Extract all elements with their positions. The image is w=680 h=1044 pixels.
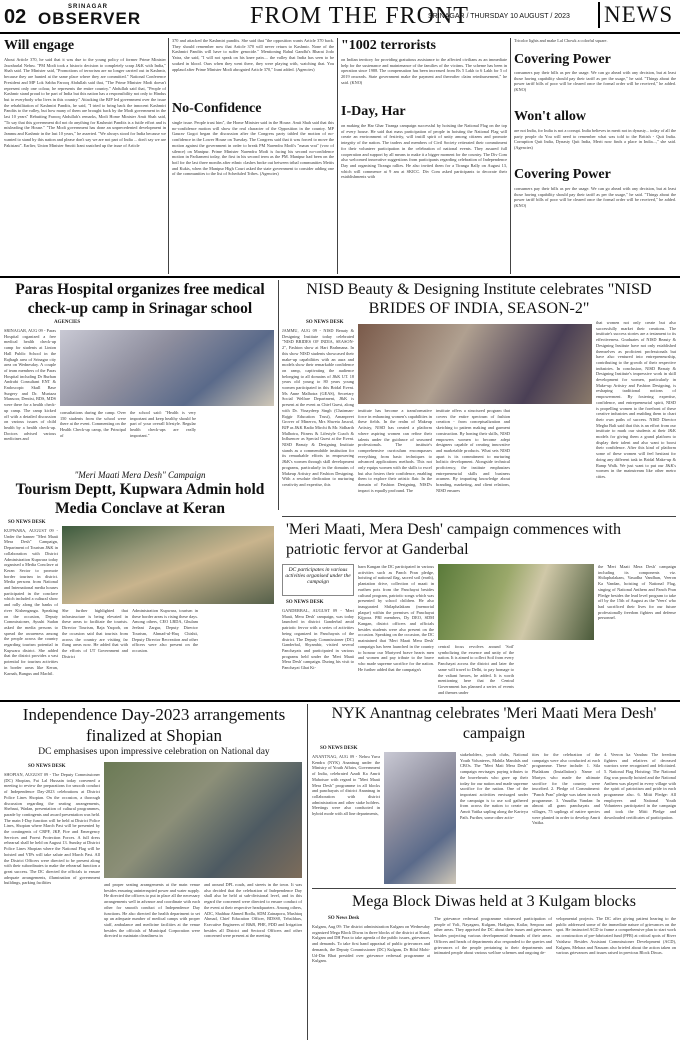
- section-divider: [0, 700, 680, 702]
- news-photo: [104, 762, 302, 878]
- article-body: the 'Meri Maati Mera Desh' campaign including its components viz. Shilaphalakam, Vasudha Vandhan, Veeron Ka Vandan, hoisting of National Flag, singing of National Anthem and Panch Pran Pledge besides the lead level program to take off by the 15th of August as the 'Veers' who had sacrificed their lives for our future professionally freedom fighters and defense personnel.: [598, 564, 676, 621]
- article-body: Tricolor lights and make Lal Chowk a colorful square.: [514, 38, 608, 43]
- byline: SO News Desk: [328, 916, 360, 921]
- column-rule: [510, 38, 511, 274]
- headline: NISD Beauty & Designing Institute celebrates "NISD BRIDES OF INDIA, SEASON-2": [306, 281, 652, 317]
- story-anantnag: [312, 704, 676, 886]
- article-body: SHOPIAN, AUGUST 09 - The Deputy Commissioner (DC) Shopian, Fai Lal Hussain today convened a meeting to review the preparations for smooth conduct of Independence Day-2023 celebrations at District Police Lines Shopian. On the occasion, a thorough discussion regarding the seating arrangements, Shehnai, Wadan, presentation of cultural programmes, parade by contingents and award presentation was held. The main I-Day function will be held at District Police Lines, Shopian where March Past will be presented by the contingents of CRPF, JKP, Fire and Emergency Services and Forest Protection Forces. A full dress rehearsal shall be held on August 13. Sunday at District Police Lines Shopian where the National Flag will be hoisted and VIPs will take salute and March Past. All the District Officers were directed to be present along with their subordinates to make the rehearsal function a great success. The DC directed the officials to ensure adequate arrangements, illumination of government buildings, parking facilities: [4, 772, 100, 886]
- article-body: institute offers a structured program that covers the entire spectrum of fashion creation - from conceptualization and sketching to pattern making and garment construction. By honing their skills, NISD empowers women to become adept designers capable of creating innovative and marketable products. What sets NISD apart is its commitment to nurturing holistic development. Alongside technical proficiency, the institute emphasizes entrepreneurial skills and business acumen. By imparting knowledge about branding, marketing, and client relations, NISD ensures: [436, 408, 510, 493]
- article-body: 370 and attacked the Kashmiri pundits. She said that "the opposition wants Article 370 back. They should remember now that Article 370 will never return to Kashmir. None of the Kashmiri Pandits will have to suffer genocide." Mentioning Rahul Gandhi's Bharat Jodo Yatra, she said, "I will not speak on his knee pain.... the valley that India has seen to be soaked in blood. Ours when they went there, they were playing with, watching that. You applaud after Prime Minister Modi abrogated Article 370," Irani added. (Agencies): [172, 38, 334, 72]
- byline: SO NEWS DESK: [8, 520, 46, 525]
- article-body: and around DPL roads, and streets in the town. It was also decided that the celebration of Independence Day shall also be held at sub-divisional level, and in this regard the concerned were directed to ensure conduct of the event at their respective headquarters. Among others, ADC, Shahbaz Ahmed Bodla, SDM Zainapora, Mushtaq Ahmad, Chief Education Officer, BDSS0, Tehsildars, Executive Engineers of R&B, PHE, PDD and Irrigation besides all District and Sectoral Officers and other concerned were present at the meeting.: [204, 882, 302, 939]
- headline: I-Day, Har: [341, 104, 406, 119]
- article-body: She further highlighted that infrastructure is being elevated in these areas to facilitate the tourists. Director Tourism, Raja Yaqoob, on the occasion said that tourists from across the country are visiting far flung areas now. He added that with the efforts of UT Government and District: [62, 608, 128, 659]
- news-photo: [62, 526, 274, 604]
- article-body: the school said: "Health is very important and keep healthy should be part of your overall lifestyle. Regular health check-ups are really important.": [130, 410, 196, 438]
- story-nisd: [282, 280, 676, 514]
- article-body: JAMMU, AUG 09 - NISD Beauty & Designing Institute today celebrated "NISD BRIDES OF INDIA, SEASON-2", Fashion show at Hari Brahmana. In this show NISD students showcased their make-up capabilities with an aura and models show their remarkable confidence on ramp, captivating the audience belonging to all domains of J&K UT. 18 years old young to 80 years young women participated in this Bridal Event. Ms Anne Malhotra (GEAS), Secretary Social Welfare Department, J&K is present at the event as Chief Guest, along with Dr. Vinaydeep Singh (Chairman-Rajgir Education Trust), Amanpreet Grover of Minerva, Mrs Shweta Jaswal, BJP as J&K Radio Mirchi & Mr. Sidharth Malhotra, Fitness & Lifestyle Coach & Influencer as Special Guest at the Event. NISD Beauty & Designing Institute stands as a commendable institution for its remarkable efforts in empowering J&K's women through skill development programs, particularly in the domains of Makeup Artistry and Fashion Designing. With a resolute dedication to nurturing creativity and expertise, this: [282, 328, 354, 487]
- byline: AGENCIES: [54, 320, 81, 325]
- byline: SO NEWS DESK: [286, 600, 324, 605]
- column-rule: [278, 280, 279, 510]
- article-body: velopmental projects. The DC after giving patient hearing to the public addressed some of the immediate nature of grievances on the spot. He instructed ACD to frame a comprehensive plan to start work on construction of pre-fabricated fund (PFR) at critical spots of River Vaishaw. Besides Assistant Commissioner Development (ACD), Kulgam, Mehara and Nausam also briefed about the action taken on various grievances and issues raised in previous Block Diwas.: [556, 916, 676, 956]
- news-photo: [358, 324, 592, 404]
- article-body: consultations during the camp. Over 150 students from the school were there at the event. Commenting on the Health Check-up camp, the Principal of: [60, 410, 126, 438]
- headline: Covering Power: [514, 167, 611, 182]
- story-ganderbal: [282, 520, 676, 696]
- article-body: are not India, for India is not a corrupt. India believes in merit not in dynasty... today of all the party people do You will need to remember what was told to the British - Quit India. Corruption Quit India, Dynasty Quit India, Merit now finds a place in India...," she said. (Agencies): [514, 128, 676, 151]
- article-body: central focus revolves around 'Soil' symbolizing the essence and unity of the nation. It is aimed to collect Soil from every Panchayat across the district and later the same will travel to Delhi, to pay homage to the valiant heroes, he added. It is worth mentioning here that the Central Government has planned a series of events and themes under: [438, 644, 514, 695]
- article-body: consumers pay their bills as per the usage. We can go ahead with any decision, but at least those having capability should pay their tariff as per the usage," he said. "Things about the power tariff bills of poor will be cleared once the formal order will be received," he added. (KNO): [514, 70, 676, 93]
- story-kupwara: [4, 470, 276, 696]
- byline: SO NEWS DESK: [306, 320, 344, 325]
- headline: Independence Day-2023 arrangements finalized at Shopian: [22, 705, 286, 745]
- article-body: on making the Har Ghar Tiranga campaign successful by hoisting the National Flag on the top of every house. He said that mass participation of people in hoisting the National Flag will create an environment of festivity, will instill spirit of unity among citizens and promote integrity of the nation. The traders and members of Civil Society reiterated their commitment for their volunteer participation in the celebration of national events. They assured full cooperation and support by all means to make it a bigger moment for the country. The Div Com also welcomed innovative suggestions from participants regarding celebration of Independence Day and organising Tiranga rallies. He also invited them for a Tiranga Rally on August 13, which will commence at 9 am at SKICC. Div Com asked participants to decorate their establishments with: [341, 123, 507, 180]
- masthead: [0, 0, 680, 34]
- story-shopian: [4, 704, 304, 1040]
- article-body: ities for the celebration of the campaign were also conducted at each programme. These include: 1. Sila Phalakam (Installation): Name of Martyrs who made the ultimate sacrifice for the country were inscribed. 2. Pledge of Commitment: "Panch Pran" pledge was taken in each programme. 3. Vasudha Vandan: In almost all gram panchayats and villages, 75 saplings of native species were planted in order to develop Amrit Vatika.: [532, 752, 600, 826]
- headline: Will engage: [4, 38, 75, 53]
- headline: "1002 terrorists: [341, 38, 436, 53]
- news-photo: [384, 752, 456, 884]
- headline: NYK Anantnag celebrates 'Meri Maati Mera Desh' campaign: [331, 705, 657, 742]
- story-paras-hospital: [4, 280, 276, 466]
- byline: SO NEWS DESK: [320, 746, 358, 751]
- story-covering-power: [514, 38, 676, 274]
- article-body: GANDERBAL, AUGUST 09 - 'Meri Maati, Mera Desh' campaign, was today launched in district Ganderbal amid patriotic fervor with a series of activities being organized in Panchayats of the district. The Deputy Commissioner (DC) Ganderbal, Shyambir, visited several Panchayats and participated in various programs held under the 'Meri Maati Mera Desh' campaign. During his visit to Panchayat Ghat Ki-: [282, 608, 354, 671]
- section-divider: [0, 276, 680, 278]
- article-body: About Article 370, he said that it was due to the young policy of former Prime Minister Jawaharlal Nehru. "PM Modi took a historic decision to completely scrap J&K with India," Shah said. The Minister said, "Promotions of terrorism are no longer carried out in Kashmir, because they are hunted at the same place where they are committed." National Conference President and MP Lok Sabha Farooq Abdullah said that, "The Prime Minister Modi doesn't represent only one colour, he represents the entire country." Abdullah said that, "People of Kashmir stand proud to be part of India but this nation has a responsibility not only to Hindus but to everybody who lives in this country." Attacking the BJP led government over the issue the rehabilitation of Kashmiri Pandits, he said, "I tried to bring back the innocent Kashmiri Pandits to the valley, but how many of them are brought back by the Modi government in the last 10 years" Rebutting Farooq Abdullah's remarks, Modi Home Minister Amit Shah said, "To say that this government did not do anything for Kashmiri Pandits is a futile effort and is misleading the House." "The Modi government has done an unprecedented development in Jammu and Kashmir in the last 10 years," he asserted. "We always stood for India because we wanted to stand by this nation and please don't say we are not part of India ... don't say we are Pakistani". Earlier, Union Minister Smriti Irani snatched up the issue of Article: [4, 57, 166, 148]
- headline: Tourism Deptt, Kupwara Admin hold Media Conclave at Keran: [15, 481, 265, 517]
- column-rule: [307, 704, 308, 1040]
- subhead: DC emphasises upon impressive celebration on National day: [38, 747, 270, 757]
- headline: Covering Power: [514, 52, 611, 67]
- story-will-engage: [4, 38, 166, 274]
- article-body: on Indian territory for providing gratuitous assistance to the affected civilians as an immediate help for the sustenance and maintenance of the families of the victims. The scheme has been in operation since 1988. The compensation has been increased from Rs 5 Lakh to 6 Lakh for 5 of 2019 onwards. State government make the payment and thereafter claim reimbursement," he said. (KNO): [341, 57, 507, 85]
- article-body: single issue. People trust him", the Home Minister said in the House. Amit Shah said that this no-confidence motion will show the real character of the Opposition in the country. MP Gaurav Gogoi began the discussion after the Congress party tabled the motion of no-confidence in the Lower House on Tuesday. The Congress said that it was forced to move the motion against the government in order to break PM Narendra Modi's "maun vrat" (vow of silence) on Manipur. Prime Minister Narendra Modi is facing his second no-confidence motion in Parliament today, the first in his second term as the PM. Manipur had been on the boil for the last three months after ethnic clashes broke out between tribal communities Meitis and Kukis, when the Manipur High Court asked the state government to consider adding one of the communities to the list of Scheduled Tribes. (Agencies): [172, 120, 334, 177]
- article-body: institute has become a transformative force in enhancing women's capabilities in these fields. In the realm of Makeup Artistry, NISD has created a platform where aspiring women can refine their talents under the guidance of seasoned professionals. The institute's comprehensive curriculum encompasses everything from basic techniques to advanced applications methods. This not only equips women with the skills to excel but also fosters their confidence, enabling them to explore their artistic flair. In the domain of Fashion Designing, NISD's impact is equally profound. The: [358, 408, 432, 493]
- section-divider: [282, 516, 676, 517]
- column-rule: [337, 38, 338, 274]
- pull-quote: DC participates in various activities organised under the campaign: [282, 564, 354, 596]
- article-body: The grievance redressal programme witnessed participation of people of Yoli, Nayagam, Kulgam, Hadigam, Kailar, Senpora and other areas. They apprised the DC about their issues and grievances besides projecting various developmental demands of their areas. Officers and heads of departments also responded to the queries and grievances of the people pertaining to their departments and intimated people about various welfare schemes and ongoing de-: [434, 916, 552, 956]
- section-title: FROM THE FRONT: [250, 3, 469, 29]
- byline: SO NEWS DESK: [28, 764, 66, 769]
- logo-name: OBSERVER: [38, 9, 142, 28]
- section-divider: [312, 888, 676, 889]
- headline: Won't allow: [514, 109, 586, 124]
- story-kulgam: [312, 892, 676, 1040]
- article-body: that women not only create but also successfully market their creations. The institute's success stories are a testament to its effectiveness. Graduates of NISD Beauty & Designing Institute have not only established themselves as proficient professionals but have also ventured into entrepreneurship, contributing to the growth of their respective industries. In conclusion, NISD Beauty & Designing Institute's impressive work in skill development for women, particularly in Make-up Artistry and Fashion Designing, is reshaping traditional notions of empowerment. By fostering expertise, confidence, and entrepreneurial spirit, NISD is propelling women to the forefront of these creative industries and enabling them to chart their own paths of success. NISD Director Megha Bali said that this is an effort from our institute to mark our students at their J&K models for giving them a grand platform to display their talent and also want to boost their confidence. After this kind of platform some of these women will feel hesitant for doing any different task in Bridal Make-up & Ramp Walk. We just want to put our J&K's women in the mainstream like other metro cities.: [596, 320, 676, 479]
- headline: No-Confidence: [172, 101, 262, 116]
- headline: Paras Hospital organizes free medical check-up camp in Srinagar school: [15, 281, 265, 317]
- column-rule: [168, 38, 169, 274]
- headline: Mega Block Diwas held at 3 Kulgam blocks: [352, 893, 636, 910]
- news-photo: [60, 330, 274, 406]
- story-no-confidence: [172, 38, 334, 274]
- story-1002-terrorists: [341, 38, 507, 274]
- newspaper-logo: [38, 4, 142, 28]
- article-body: Kulgam, Aug 09: The district administration Kulgam on Wednesday organized Mega Block Diwas in three blocks of the district at Kund, Kulgam and DH Pora to take agenda of the public issues, grievances and demands. To take first hand appraisal of public grievances and demands, the Deputy Commissioner (DC) Kulgam, Dr Bilal Mohi-Ud-Din Bhat presided over grievance redressal programme at Kulgam.: [312, 924, 430, 964]
- logo-city: SRINAGAR: [67, 4, 108, 10]
- article-body: SRINAGAR, AUG 09 - Paras Hospital organized a free medical health check-up camp for students at Linton Hall Public School in the Rajbagh area of Srinagar city area on Wednesday. A couple of team members of the Paras Hospital including Dr Burhan Andrabi Consultant ENT & Endoscopic Skull Base Surgery and Dr. Murtaza Mansoor, Dentist, BDS, MDS were there for a health check-up camp. The camp kicked off with a detailed discussion on various issues of child health by a health check-up. Doctors advised various medicines and: [4, 328, 56, 442]
- article-body: barn Kangan the DC participated in various activities such as Panch Pran pledge, hoisting of national flag, sacred soil (earth), plantation drive, collection of maati in earthen pots from the Panchayat besides cultural program, patriotic songs which was presented by school children. He also inaugurated Shilaphalakam (memorial plaque) within the premises of Panchayat Kijpora. PRI members, Dy DEO, SDM Kangan, district officers and officials besides students were also present on the occasion. Speaking on the occasion, the DC maintained that 'Meri Maati Mera Desh' campaign has been launched in the country to honour our Martyred brave hearts men and women and pay tribute to the brave who made supreme sacrifice for the nation. He further added that the campaign's: [358, 564, 434, 672]
- page-number: 02: [4, 6, 27, 28]
- headline: 'Meri Maati, Mera Desh' campaign commences with patriotic fervor at Ganderbal: [286, 521, 621, 558]
- article-body: ANANTNAG, AUG 09 - Nehru Yuva Kendra (NYK) Anantnag under the Ministry of Youth Affairs, Government of India, celebrated Azadi Ka Amrit Mahotsav with regard to "Meri Maati Mera Desh" programme in all blocks and panchayats of district Anantnag in collaboration with district administration and other stake holders. Meetings were also conducted in hybrid mode with all line departments,: [312, 754, 380, 817]
- dateline: SRINAGAR / THURSDAY 10 AUGUST / 2023: [428, 13, 570, 20]
- article-body: KUPWARA, AUGUST 09 - Under the banner "Meri Maati Mera Desh" Campaign, Department of Tourism J&K in collaboration with District Administration Kupwara today organised a Media Conclave at Keran Sector to promote border tourism in district. Media persons from National and International media houses participated in the conclave which included a cultural show and rally along the banks of river Kishenganga. Speaking on the occasion, Deputy Commissioner, Ayushi Sudan asked the media persons to spread the awareness among the people across the country regarding tourism potential in Kupwara district. She added that the district provides a vast potential for tourism activities in border areas like Keran, Karnah, Bungus and Machil.: [4, 528, 58, 676]
- section-tag: NEWS: [598, 2, 673, 28]
- kicker: "Meri Maati Mera Desh" Campaign: [74, 470, 206, 480]
- article-body: and proper seating arrangements at the main venue besides ensuring uninterrupted power and water supply. He directed the officers to put in place all the necessary arrangements well in advance and coordinate with each other for smooth conduct of Independence Day functions. He also directed the health department to set up an adequate number of medical camps with proper staff, ambulance and medicine facilities at the venue besides the officials of Municipal Corporation were directed to maintain cleanliness in: [104, 882, 200, 939]
- news-photo: [438, 564, 594, 640]
- article-body: Administration Kupwara, tourism in these border areas is rising these days. Among others, CEO LBDA, Ghulam Jeelani Zargar, Deputy Director Tourism, Ahmad-ul-Haq Chishti, Deputy Director Recreation and other officers were also present on the occasion.: [132, 608, 198, 653]
- article-body: consumers pay their bills as per the usage. We can go ahead with any decision, but at least those having capability should pay their tariff as per the usage," he said. "Things about the power tariff bills of poor will be cleared once the formal order will be received," he added. (KNO): [514, 186, 676, 209]
- article-body: 4. Veeron ka Vandan: The freedom fighters and relatives of deceased warriors were recognized and felicitated. 5. National Flag Hoisting: The National flag was proudly hoisted and the National Anthem was played in every village with the spirit of patriotism and pride in each programme also. 6. Mitti Pledge: All employees and National Youth Volunteers participated in the campaign and took the Mitti Pledge and downloaded certificates of participation.: [604, 752, 676, 820]
- article-body: stakeholders, youth clubs, National Youth Volunteers, Mahila Mandals and CBOs. The "Meri Mati Mera Desh" campaign envisages paying tributes to the bravehearts who gave up their today for our nation and made supreme sacrifice for the nation. One of the important activities envisaged under the campaign is to use soil gathered from across the nation to create an Amrit Vatika sapling along the Kartvya Path. Further, some other activ-: [460, 752, 528, 820]
